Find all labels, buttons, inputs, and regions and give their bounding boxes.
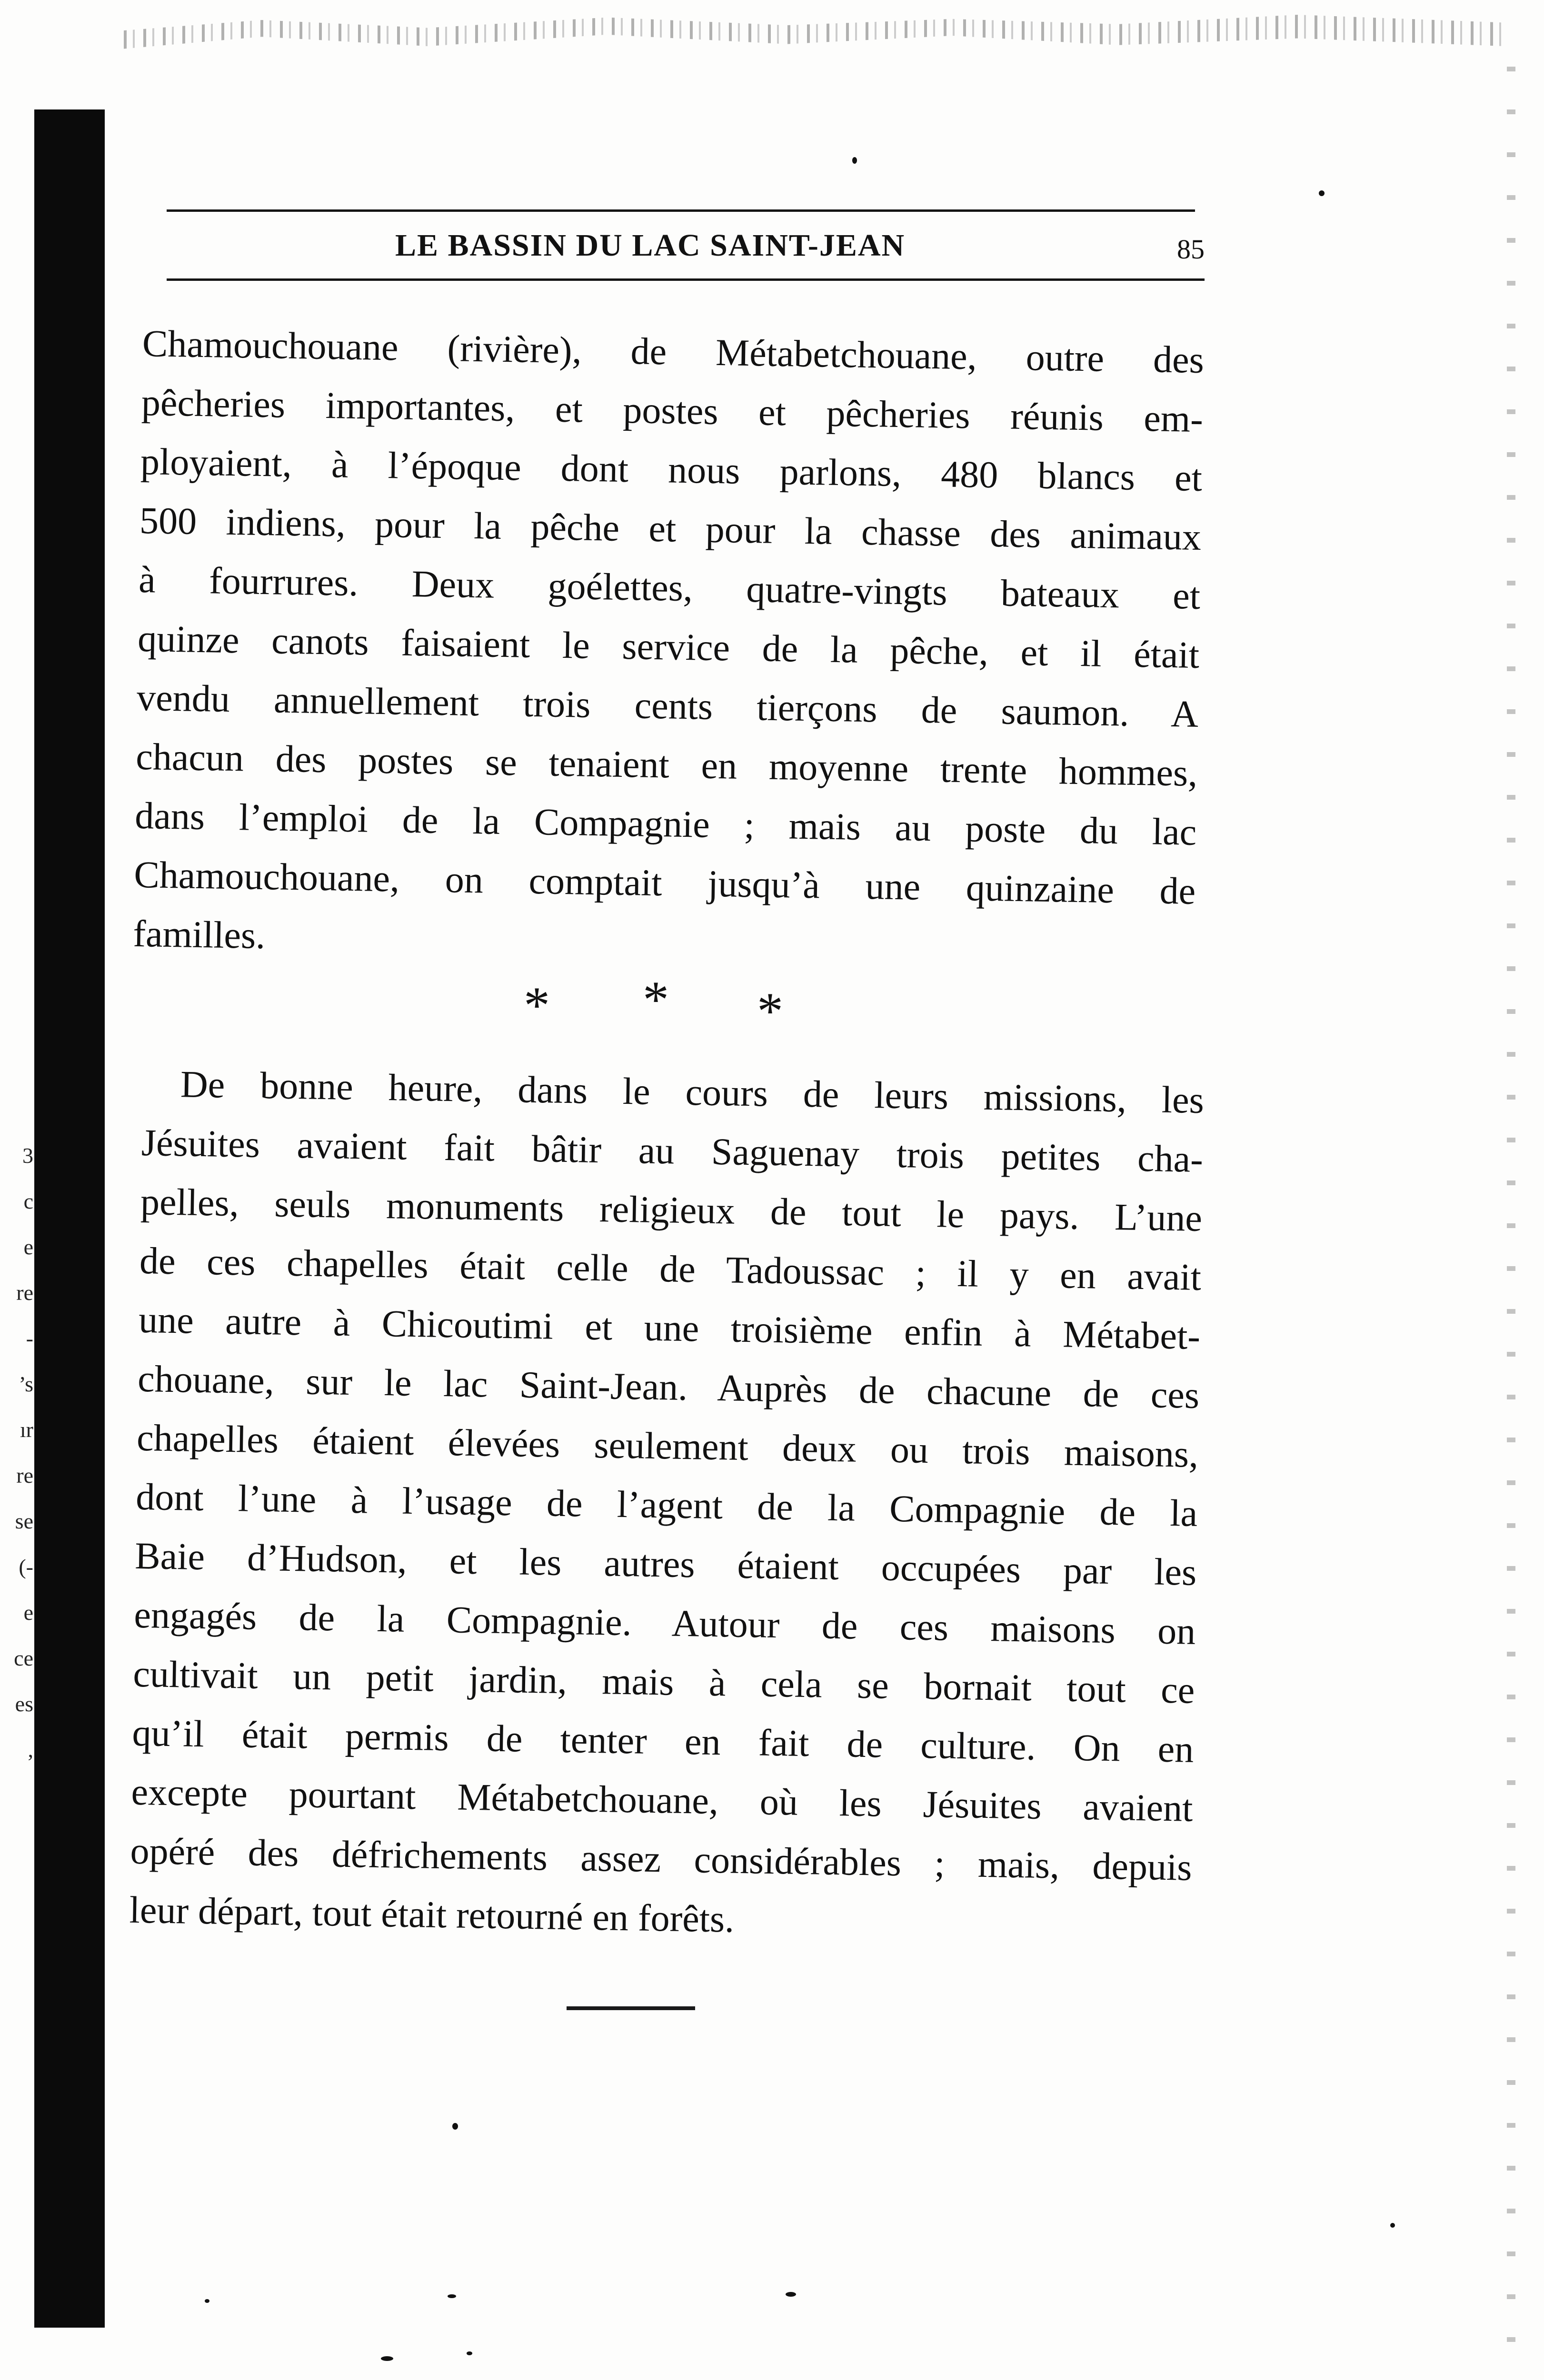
text-line: pêcheries importantes, et postes et pêcheries réunis em- [141, 381, 1204, 440]
fragment: e [23, 1235, 33, 1259]
facing-page-fragments [0, 1133, 33, 1773]
fragment: re [16, 1280, 33, 1305]
text-line: dont l’une à l’usage de l’agent de la Compagnie de la [135, 1476, 1198, 1535]
text-line: de ces chapelles était celle de Tadoussac ; il y en avait [139, 1240, 1202, 1299]
text-line: cultivait un petit jardin, mais à cela se bornait tout ce [132, 1653, 1195, 1712]
section-separator [524, 971, 790, 1040]
running-head [167, 228, 1205, 275]
text-line: dans l’emploi de la Compagnie ; mais au poste du lac [134, 794, 1197, 853]
fragment: c [23, 1189, 33, 1213]
paragraph-2 [129, 1054, 1205, 1956]
header-rule-bottom [167, 278, 1205, 281]
text-line: ployaient, à l’époque dont nous parlons, 480 blancs et [140, 440, 1203, 499]
text-line: Baie d’Hudson, et les autres étaient occupées par les [134, 1535, 1197, 1594]
text-line: excepte pourtant Métabetchouane, où les Jésuites avaient [130, 1771, 1194, 1830]
speck [1390, 2223, 1395, 2228]
text-line: chouane, sur le lac Saint-Jean. Auprès de chacune de ces [137, 1358, 1200, 1417]
fragment: - [26, 1326, 33, 1350]
text-line: engagés de la Compagnie. Autour de ces maisons on [133, 1594, 1196, 1653]
paragraph-1 [133, 314, 1205, 980]
end-of-chapter-rule [567, 2006, 695, 2010]
asterisk: * [524, 976, 550, 1034]
running-title: LE BASSIN DU LAC SAINT-JEAN [395, 228, 906, 263]
header-rule-top [167, 209, 1195, 212]
fragment: ce [14, 1646, 33, 1670]
text-line: chacun des postes se tenaient en moyenne trente hommes, [135, 735, 1198, 794]
fragment: ’s [19, 1372, 33, 1396]
fragment: (- [19, 1555, 33, 1579]
text-line: pelles, seuls monuments religieux de tout le pays. L’une [140, 1180, 1203, 1240]
fragment: , [28, 1737, 33, 1762]
text-line: Chamouchouane (rivière), de Métabetchouane, outre des [142, 322, 1205, 382]
fragment: se [15, 1509, 33, 1533]
text-line: De bonne heure, dans le cours de leurs missions, les [180, 1063, 1205, 1122]
text-line: familles. [132, 912, 266, 957]
speck [1319, 190, 1325, 196]
speck [852, 157, 857, 164]
asterisk: * [643, 971, 669, 1029]
text-line: chapelles étaient élevées seulement deux ou trois maisons, [136, 1417, 1199, 1476]
page-right-edge-noise [1507, 67, 1515, 2351]
fragment: es [15, 1692, 33, 1716]
text-line: 500 indiens, pour la pêche et pour la chasse des animaux [139, 499, 1202, 558]
fragment: ır [20, 1418, 33, 1442]
text-line: opéré des défrichements assez considérables ; mais, depuis [130, 1830, 1193, 1889]
speck [786, 2292, 796, 2297]
fragment: 3 [22, 1143, 33, 1168]
text-line: vendu annuellement trois cents tierçons de saumon. A [136, 676, 1199, 735]
text-line: une autre à Chicoutimi et une troisième enfin à Métabet- [138, 1299, 1201, 1358]
speck [452, 2123, 458, 2130]
text-line: Chamouchouane, on comptait jusqu’à une quinzaine de [133, 853, 1196, 912]
page-top-edge-noise [124, 10, 1504, 62]
speck [467, 2351, 472, 2355]
speck [205, 2299, 209, 2303]
text-line: Jésuites avaient fait bâtir au Saguenay trois petites cha- [141, 1121, 1204, 1180]
text-line: qu’il était permis de tenter en fait de culture. On en [131, 1712, 1195, 1771]
text-line: leur départ, tout était retourné en forêts. [129, 1889, 735, 1941]
speck [381, 2356, 393, 2361]
speck [448, 2294, 456, 2298]
page-number: 85 [1177, 234, 1205, 265]
asterisk: * [757, 982, 783, 1040]
text-line: quinze canots faisaient le service de la pêche, et il était [137, 617, 1200, 676]
text-line: à fourrures. Deux goélettes, quatre-vingts bateaux et [138, 558, 1201, 617]
binding-shadow [34, 109, 105, 2328]
fragment: re [16, 1463, 33, 1488]
fragment: e [23, 1600, 33, 1625]
